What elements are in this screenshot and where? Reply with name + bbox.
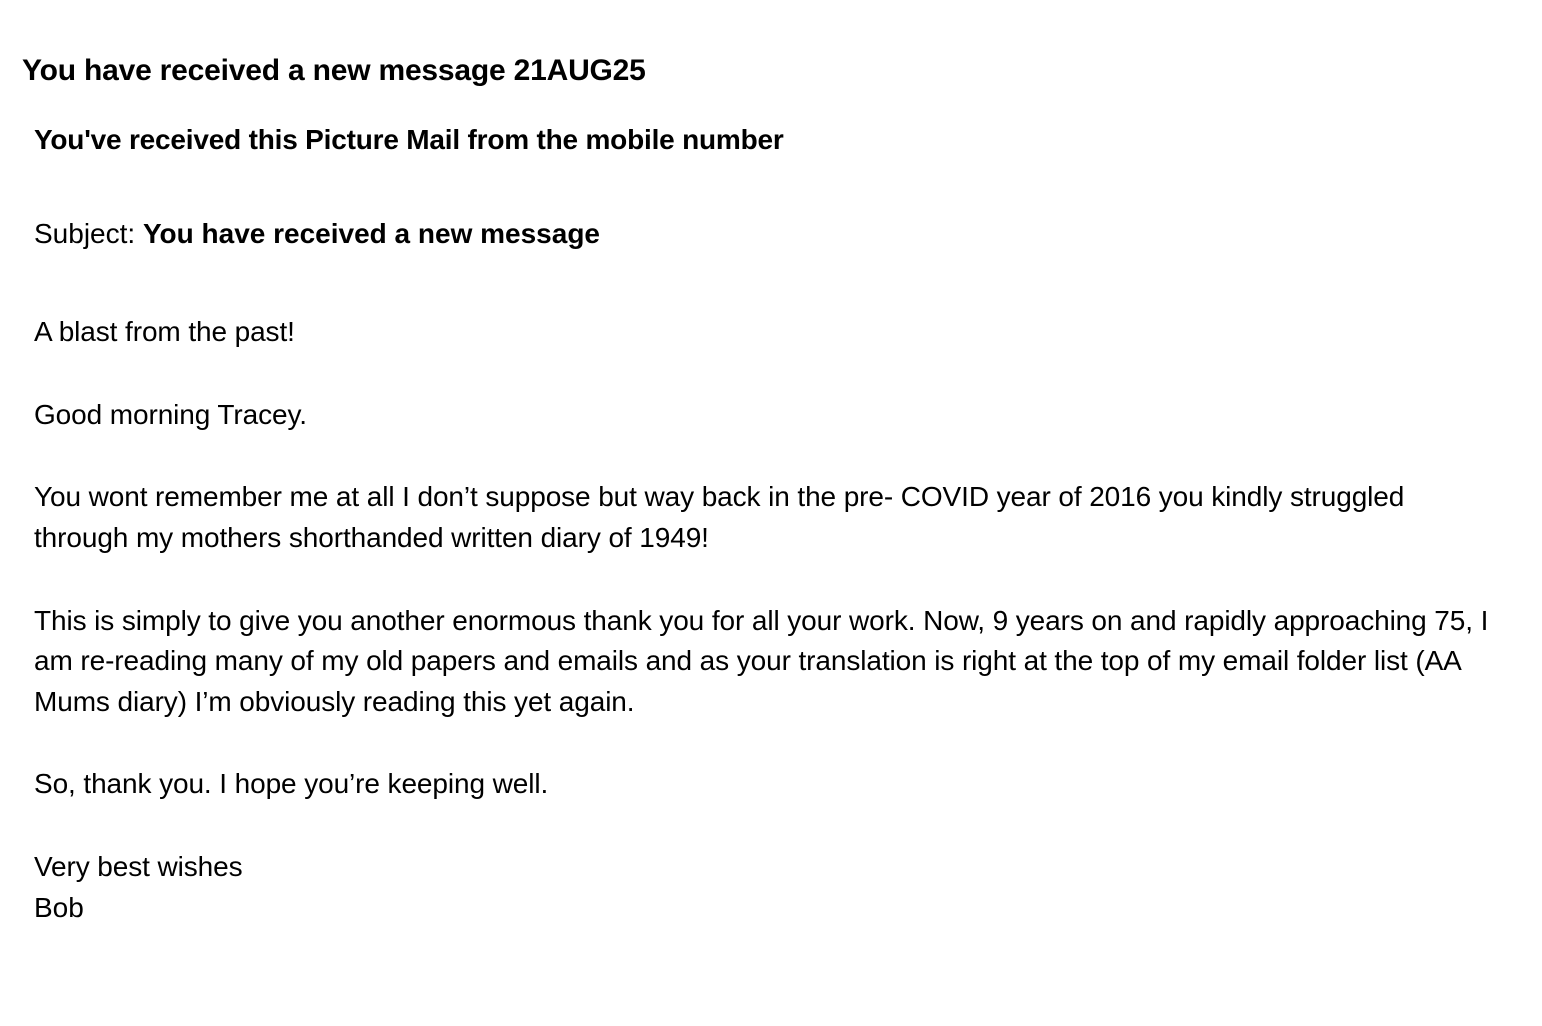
message-paragraph-3: You wont remember me at all I don’t suppose but way back in the pre- COVID year of 2016 you kindly struggled through my mothers shorthanded written diary of 1949! (34, 481, 1405, 554)
subject-label: Subject: (34, 217, 143, 249)
page-title: You have received a new message 21AUG25 (22, 54, 646, 87)
message-signoff-name: Bob (34, 891, 84, 923)
message-paragraph-4: This is simply to give you another enormous thank you for all your work. Now, 9 years on and rapidly approaching 75, I am re-reading many of my old papers and emails and as your translation is right at the top of my email folder list (AA Mums diary) I’m obviously reading this yet again. (34, 604, 1489, 717)
message-paragraph-5: So, thank you. I hope you’re keeping well. (34, 768, 549, 800)
message-paragraph-2: Good morning Tracey. (34, 398, 307, 430)
message-paragraph-1: A blast from the past! (34, 316, 295, 348)
message-subheading: You've received this Picture Mail from the mobile number (34, 123, 784, 155)
message-body (22, 122, 1502, 929)
subject-value: You have received a new message (142, 217, 601, 249)
subject-line (34, 216, 1502, 252)
message-signoff: Very best wishes (34, 851, 243, 883)
